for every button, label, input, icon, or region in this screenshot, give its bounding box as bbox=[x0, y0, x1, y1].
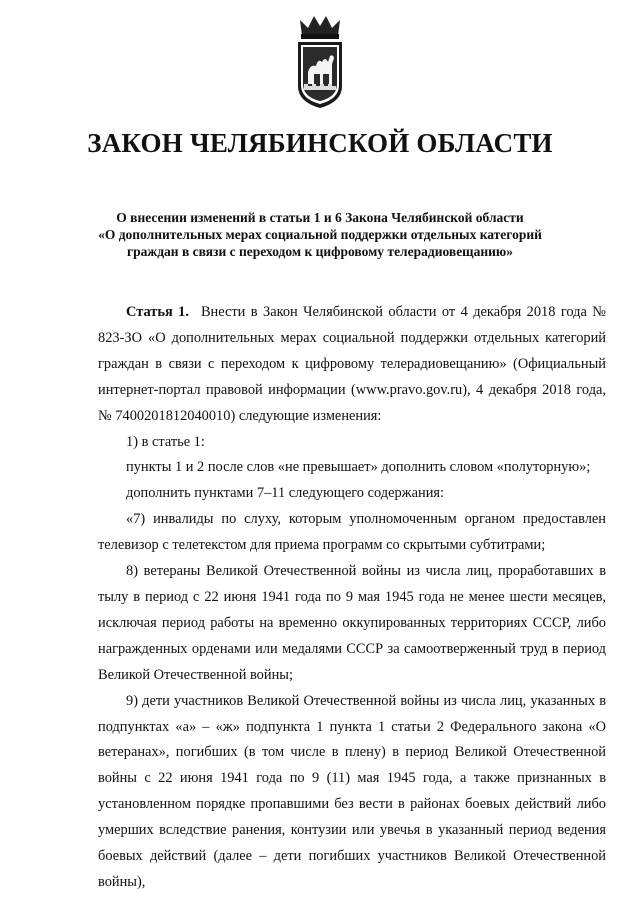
paragraph: 9) дети участников Великой Отечественной войны из числа лиц, указанных в подпунктах «а» – «ж» подпункта 1 пункта 1 статьи 2 Федерального закона «О ветеранах», погибших (в том числе в плену) в период Великой Отечественной войны с 22 июня 1941 года по 9 (11) мая 1945 года, а также признанных в установленном порядке пропавшими без вести в районах боевых действий либо умерших вследствие ранения, контузии или увечья в указанный период ведения боевых действий (далее – дети погибших участников Великой Отечественной войны), bbox=[98, 692, 606, 890]
coat-of-arms-icon bbox=[288, 12, 352, 110]
article-1 bbox=[98, 300, 606, 896]
paragraph: «7) инвалиды по слуху, которым уполномоченным органом предоставлен телевизор с телетекстом для приема программ со скрытыми субтитрами; bbox=[98, 511, 606, 554]
subject-line: граждан в связи с переходом к цифровому телерадиовещанию» bbox=[127, 244, 513, 259]
law-subject bbox=[60, 209, 580, 260]
article-intro-text: Внести в Закон Челябинской области от 4 декабря 2018 года № 823-ЗО «О дополнительных мерах социальной поддержки отдельных категорий граждан в связи с переходом к цифровому телерадиовещанию» (Официальный интернет-портал правовой информации (www.pravo.gov.ru), 4 декабря 2018 года, № 7400201812040010) следующие изменения: bbox=[98, 304, 607, 424]
article-label: Статья 1. bbox=[126, 304, 189, 320]
subject-line: «О дополнительных мерах социальной поддержки отдельных категорий bbox=[98, 227, 542, 242]
law-title: ЗАКОН ЧЕЛЯБИНСКОЙ ОБЛАСТИ bbox=[87, 128, 553, 158]
article-intro bbox=[98, 300, 606, 430]
paragraph: 1) в статье 1: bbox=[126, 433, 205, 450]
paragraph: дополнить пунктами 7–11 следующего содержания: bbox=[126, 485, 445, 502]
paragraph: пункты 1 и 2 после слов «не превышает» дополнить словом «полуторную»; bbox=[126, 459, 591, 476]
paragraph: 8) ветераны Великой Отечественной войны из числа лиц, проработавших в тылу в период с 22 июня 1941 года по 9 мая 1945 года не менее шести месяцев, исключая период работы на временно оккупированных территориях СССР, либо награжденных орденами или медалями СССР за самоотверженный труд в период Великой Отечественной войны; bbox=[98, 563, 606, 683]
subject-line: О внесении изменений в статьи 1 и 6 Закона Челябинской области bbox=[116, 210, 524, 225]
